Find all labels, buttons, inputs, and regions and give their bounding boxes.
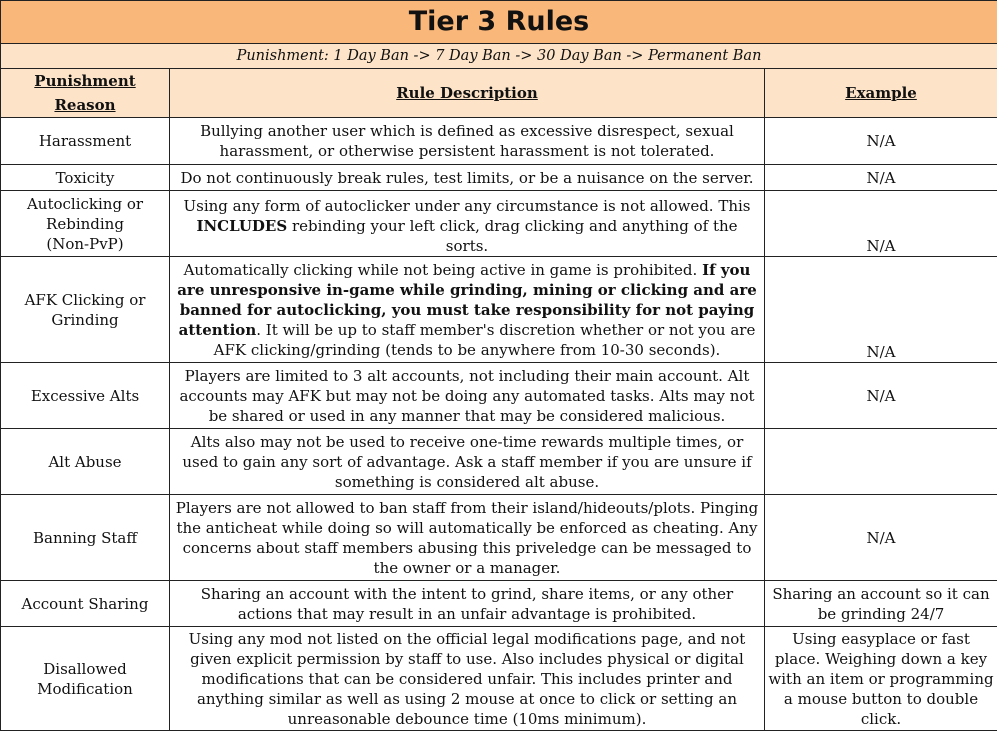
example-cell: N/A <box>765 257 997 363</box>
reason-cell: Alt Abuse <box>1 429 170 495</box>
page-title: Tier 3 Rules <box>1 1 997 44</box>
reason-cell: Harassment <box>1 118 170 165</box>
table-row <box>1 495 997 581</box>
description-cell: Sharing an account with the intent to grind, share items, or any other actions that may result in an unfair advantage is prohibited. <box>170 581 765 627</box>
description-text: . It will be up to staff member's discretion whether or not you are AFK clicking/grinding (tends to be anywhere from 10-30 seconds). <box>214 321 756 359</box>
example-cell <box>765 429 997 495</box>
description-bold-text: If you are unresponsive in-game while grinding, mining or clicking and are banned for autoclicking, you must take responsibility for not paying attention <box>177 261 757 339</box>
reason-line: Modification <box>4 679 166 699</box>
description-cell <box>170 257 765 363</box>
header-reason: Punishment Reason <box>1 69 170 118</box>
description-cell: Players are not allowed to ban staff from their island/hideouts/plots. Pinging the anticheat while doing so will automatically be enforced as cheating. Any concerns about staff members abusing this priveledge can be messaged to the owner or a manager. <box>170 495 765 581</box>
table-row <box>1 165 997 191</box>
table-row <box>1 627 997 731</box>
punishment-line: Punishment: 1 Day Ban -> 7 Day Ban -> 30 Day Ban -> Permanent Ban <box>1 44 997 69</box>
example-cell: N/A <box>765 495 997 581</box>
example-cell: N/A <box>765 191 997 257</box>
header-row <box>1 69 997 118</box>
description-cell: Players are limited to 3 alt accounts, not including their main account. Alt accounts may AFK but may not be doing any automated tasks. Alts may not be shared or used in any manner that may be considered malicious. <box>170 363 765 429</box>
reason-line: Disallowed <box>4 659 166 679</box>
table-row <box>1 429 997 495</box>
reason-cell: Account Sharing <box>1 581 170 627</box>
reason-line: Rebinding <box>4 214 166 234</box>
reason-line: (Non-PvP) <box>4 234 166 254</box>
reason-line: Autoclicking or <box>4 194 166 214</box>
table-row <box>1 363 997 429</box>
reason-cell <box>1 627 170 731</box>
reason-line: Grinding <box>4 310 166 330</box>
reason-cell <box>1 257 170 363</box>
reason-cell: Excessive Alts <box>1 363 170 429</box>
reason-cell: Banning Staff <box>1 495 170 581</box>
description-cell: Bullying another user which is defined as excessive disrespect, sexual harassment, or otherwise persistent harassment is not tolerated. <box>170 118 765 165</box>
reason-cell <box>1 191 170 257</box>
example-cell: N/A <box>765 363 997 429</box>
description-text: Automatically clicking while not being active in game is prohibited. <box>184 261 702 279</box>
example-cell: N/A <box>765 165 997 191</box>
table-row <box>1 191 997 257</box>
table-row <box>1 118 997 165</box>
reason-cell: Toxicity <box>1 165 170 191</box>
description-cell: Using any mod not listed on the official legal modifications page, and not given explicit permission by staff to use. Also includes physical or digital modifications that can be considered unfair. This includes printer and anything similar as well as using 2 mouse at once to click or setting an unreasonable debounce time (10ms minimum). <box>170 627 765 731</box>
description-cell <box>170 191 765 257</box>
example-cell: Sharing an account so it can be grinding 24/7 <box>765 581 997 627</box>
reason-line: AFK Clicking or <box>4 290 166 310</box>
table-row <box>1 581 997 627</box>
example-cell: N/A <box>765 118 997 165</box>
description-text: Using any form of autoclicker under any circumstance is not allowed. This <box>183 197 750 215</box>
description-text: rebinding your left click, drag clicking and anything of the sorts. <box>287 217 737 255</box>
header-example: Example <box>765 69 997 118</box>
header-description: Rule Description <box>170 69 765 118</box>
description-bold-text: INCLUDES <box>196 217 287 235</box>
table-row <box>1 257 997 363</box>
description-cell: Do not continuously break rules, test limits, or be a nuisance on the server. <box>170 165 765 191</box>
description-cell: Alts also may not be used to receive one-time rewards multiple times, or used to gain any sort of advantage. Ask a staff member if you are unsure if something is considered alt abuse. <box>170 429 765 495</box>
example-cell: Using easyplace or fast place. Weighing down a key with an item or programming a mouse button to double click. <box>765 627 997 731</box>
